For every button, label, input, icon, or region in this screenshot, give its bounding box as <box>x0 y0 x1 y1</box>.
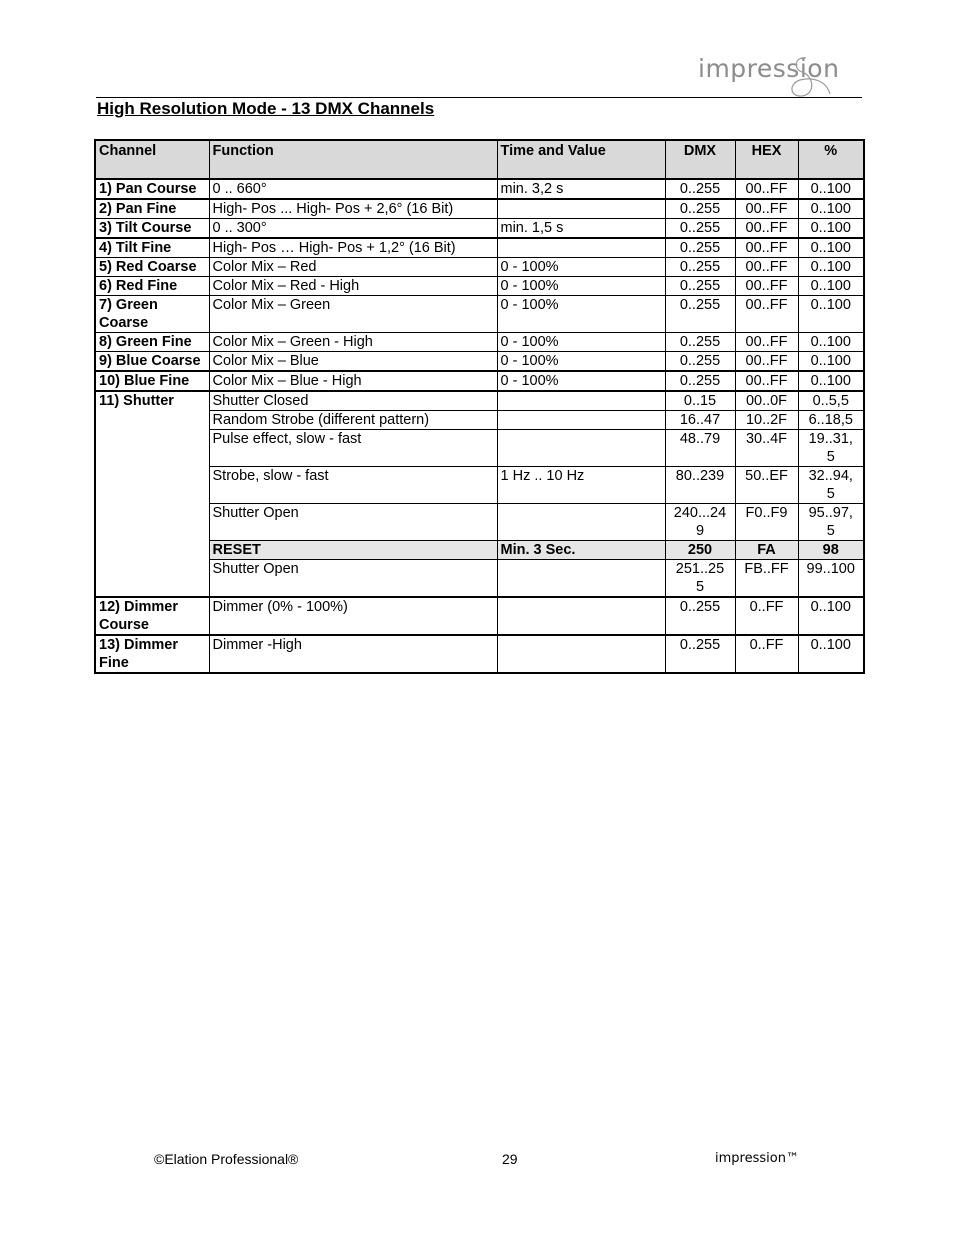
function-cell: Dimmer (0% - 100%) <box>209 597 497 635</box>
time-value-cell: 0 - 100% <box>497 352 665 372</box>
table-row <box>95 258 864 277</box>
function-cell: High- Pos … High- Pos + 1,2° (16 Bit) <box>209 238 497 258</box>
dmx-cell: 0..255 <box>665 219 735 239</box>
dmx-cell: 0..15 <box>665 391 735 411</box>
dmx-cell: 0..255 <box>665 179 735 199</box>
percent-cell: 0..100 <box>798 597 864 635</box>
table-row <box>95 296 864 333</box>
footer-page-number: 29 <box>502 1151 518 1167</box>
percent-cell: 0..100 <box>798 371 864 391</box>
table-row <box>95 560 864 598</box>
table-row <box>95 541 864 560</box>
percent-cell: 0..100 <box>798 219 864 239</box>
time-value-cell <box>497 504 665 541</box>
table-row <box>95 467 864 504</box>
function-cell: Color Mix – Green - High <box>209 333 497 352</box>
channel-cell: 5) Red Coarse <box>95 258 209 277</box>
time-value-cell: 0 - 100% <box>497 258 665 277</box>
percent-cell: 0..100 <box>798 277 864 296</box>
time-value-cell <box>497 560 665 598</box>
impression-logo <box>694 48 864 100</box>
channel-cell: 4) Tilt Fine <box>95 238 209 258</box>
header-rule <box>96 97 862 98</box>
time-value-cell: 0 - 100% <box>497 371 665 391</box>
hex-cell: 00..FF <box>735 277 798 296</box>
time-value-cell: 1 Hz .. 10 Hz <box>497 467 665 504</box>
time-value-cell: 0 - 100% <box>497 333 665 352</box>
function-cell: Color Mix – Blue - High <box>209 371 497 391</box>
channel-cell: 13) Dimmer Fine <box>95 635 209 673</box>
time-value-cell <box>497 430 665 467</box>
function-cell: Shutter Open <box>209 504 497 541</box>
dmx-cell: 251..25 5 <box>665 560 735 598</box>
logo-text: impression <box>698 54 840 83</box>
table-row <box>95 333 864 352</box>
function-cell: Dimmer -High <box>209 635 497 673</box>
percent-cell: 19..31, 5 <box>798 430 864 467</box>
percent-cell: 32..94, 5 <box>798 467 864 504</box>
percent-cell: 0..100 <box>798 352 864 372</box>
function-cell: Color Mix – Blue <box>209 352 497 372</box>
time-value-cell <box>497 238 665 258</box>
table-row <box>95 391 864 411</box>
hex-cell: 0..FF <box>735 597 798 635</box>
hex-cell: 0..FF <box>735 635 798 673</box>
hex-cell: 10..2F <box>735 411 798 430</box>
percent-cell: 6..18,5 <box>798 411 864 430</box>
channel-cell: 1) Pan Course <box>95 179 209 199</box>
percent-cell: 0..100 <box>798 238 864 258</box>
hex-cell: 00..FF <box>735 258 798 277</box>
dmx-cell: 0..255 <box>665 371 735 391</box>
footer-copyright: ©Elation Professional® <box>154 1151 299 1167</box>
percent-cell: 98 <box>798 541 864 560</box>
column-header: Function <box>209 140 497 179</box>
function-cell: Shutter Open <box>209 560 497 598</box>
time-value-cell: min. 1,5 s <box>497 219 665 239</box>
dmx-cell: 240...24 9 <box>665 504 735 541</box>
percent-cell: 99..100 <box>798 560 864 598</box>
hex-cell: 00..FF <box>735 238 798 258</box>
hex-cell: 00..FF <box>735 333 798 352</box>
time-value-cell: Min. 3 Sec. <box>497 541 665 560</box>
channel-cell: 11) Shutter <box>95 391 209 597</box>
table-row <box>95 238 864 258</box>
function-cell: High- Pos ... High- Pos + 2,6° (16 Bit) <box>209 199 497 219</box>
function-cell: RESET <box>209 541 497 560</box>
dmx-cell: 80..239 <box>665 467 735 504</box>
hex-cell: FA <box>735 541 798 560</box>
dmx-cell: 0..255 <box>665 277 735 296</box>
dmx-cell: 0..255 <box>665 238 735 258</box>
time-value-cell: 0 - 100% <box>497 277 665 296</box>
dmx-cell: 16..47 <box>665 411 735 430</box>
hex-cell: FB..FF <box>735 560 798 598</box>
time-value-cell: 0 - 100% <box>497 296 665 333</box>
dmx-cell: 48..79 <box>665 430 735 467</box>
hex-cell: 50..EF <box>735 467 798 504</box>
function-cell: 0 .. 300° <box>209 219 497 239</box>
table-row <box>95 179 864 199</box>
dmx-cell: 0..255 <box>665 199 735 219</box>
table-row <box>95 352 864 372</box>
channel-cell: 8) Green Fine <box>95 333 209 352</box>
logo-ampersand-swirl-icon <box>786 50 856 100</box>
percent-cell: 0..5,5 <box>798 391 864 411</box>
table-row <box>95 371 864 391</box>
column-header: Time and Value <box>497 140 665 179</box>
function-cell: Shutter Closed <box>209 391 497 411</box>
table-row <box>95 504 864 541</box>
column-header: HEX <box>735 140 798 179</box>
time-value-cell <box>497 391 665 411</box>
function-cell: Random Strobe (different pattern) <box>209 411 497 430</box>
table-header-row <box>95 140 864 179</box>
time-value-cell <box>497 411 665 430</box>
hex-cell: 00..FF <box>735 179 798 199</box>
percent-cell: 95..97, 5 <box>798 504 864 541</box>
footer-product-name: impression™ <box>715 1151 799 1166</box>
column-header: Channel <box>95 140 209 179</box>
function-cell: Color Mix – Red <box>209 258 497 277</box>
time-value-cell <box>497 199 665 219</box>
dmx-cell: 0..255 <box>665 597 735 635</box>
percent-cell: 0..100 <box>798 296 864 333</box>
table-row <box>95 219 864 239</box>
channel-cell: 9) Blue Coarse <box>95 352 209 372</box>
function-cell: Color Mix – Green <box>209 296 497 333</box>
percent-cell: 0..100 <box>798 333 864 352</box>
dmx-cell: 0..255 <box>665 352 735 372</box>
dmx-cell: 0..255 <box>665 333 735 352</box>
function-cell: Strobe, slow - fast <box>209 467 497 504</box>
column-header: DMX <box>665 140 735 179</box>
dmx-cell: 0..255 <box>665 258 735 277</box>
channel-cell: 3) Tilt Course <box>95 219 209 239</box>
percent-cell: 0..100 <box>798 199 864 219</box>
hex-cell: F0..F9 <box>735 504 798 541</box>
hex-cell: 00..FF <box>735 352 798 372</box>
table-row <box>95 411 864 430</box>
function-cell: Pulse effect, slow - fast <box>209 430 497 467</box>
table-row <box>95 635 864 673</box>
dmx-cell: 250 <box>665 541 735 560</box>
hex-cell: 00..FF <box>735 371 798 391</box>
table-row <box>95 277 864 296</box>
table-row <box>95 597 864 635</box>
channel-cell: 12) Dimmer Course <box>95 597 209 635</box>
hex-cell: 00..0F <box>735 391 798 411</box>
function-cell: 0 .. 660° <box>209 179 497 199</box>
channel-cell: 6) Red Fine <box>95 277 209 296</box>
channel-cell: 10) Blue Fine <box>95 371 209 391</box>
table-row <box>95 199 864 219</box>
section-title: High Resolution Mode - 13 DMX Channels <box>97 99 435 118</box>
dmx-channel-table <box>94 139 865 674</box>
percent-cell: 0..100 <box>798 635 864 673</box>
table-row <box>95 430 864 467</box>
column-header: % <box>798 140 864 179</box>
time-value-cell <box>497 597 665 635</box>
hex-cell: 30..4F <box>735 430 798 467</box>
channel-cell: 2) Pan Fine <box>95 199 209 219</box>
hex-cell: 00..FF <box>735 199 798 219</box>
percent-cell: 0..100 <box>798 258 864 277</box>
dmx-cell: 0..255 <box>665 296 735 333</box>
hex-cell: 00..FF <box>735 296 798 333</box>
time-value-cell <box>497 635 665 673</box>
percent-cell: 0..100 <box>798 179 864 199</box>
hex-cell: 00..FF <box>735 219 798 239</box>
function-cell: Color Mix – Red - High <box>209 277 497 296</box>
dmx-cell: 0..255 <box>665 635 735 673</box>
channel-cell: 7) Green Coarse <box>95 296 209 333</box>
time-value-cell: min. 3,2 s <box>497 179 665 199</box>
